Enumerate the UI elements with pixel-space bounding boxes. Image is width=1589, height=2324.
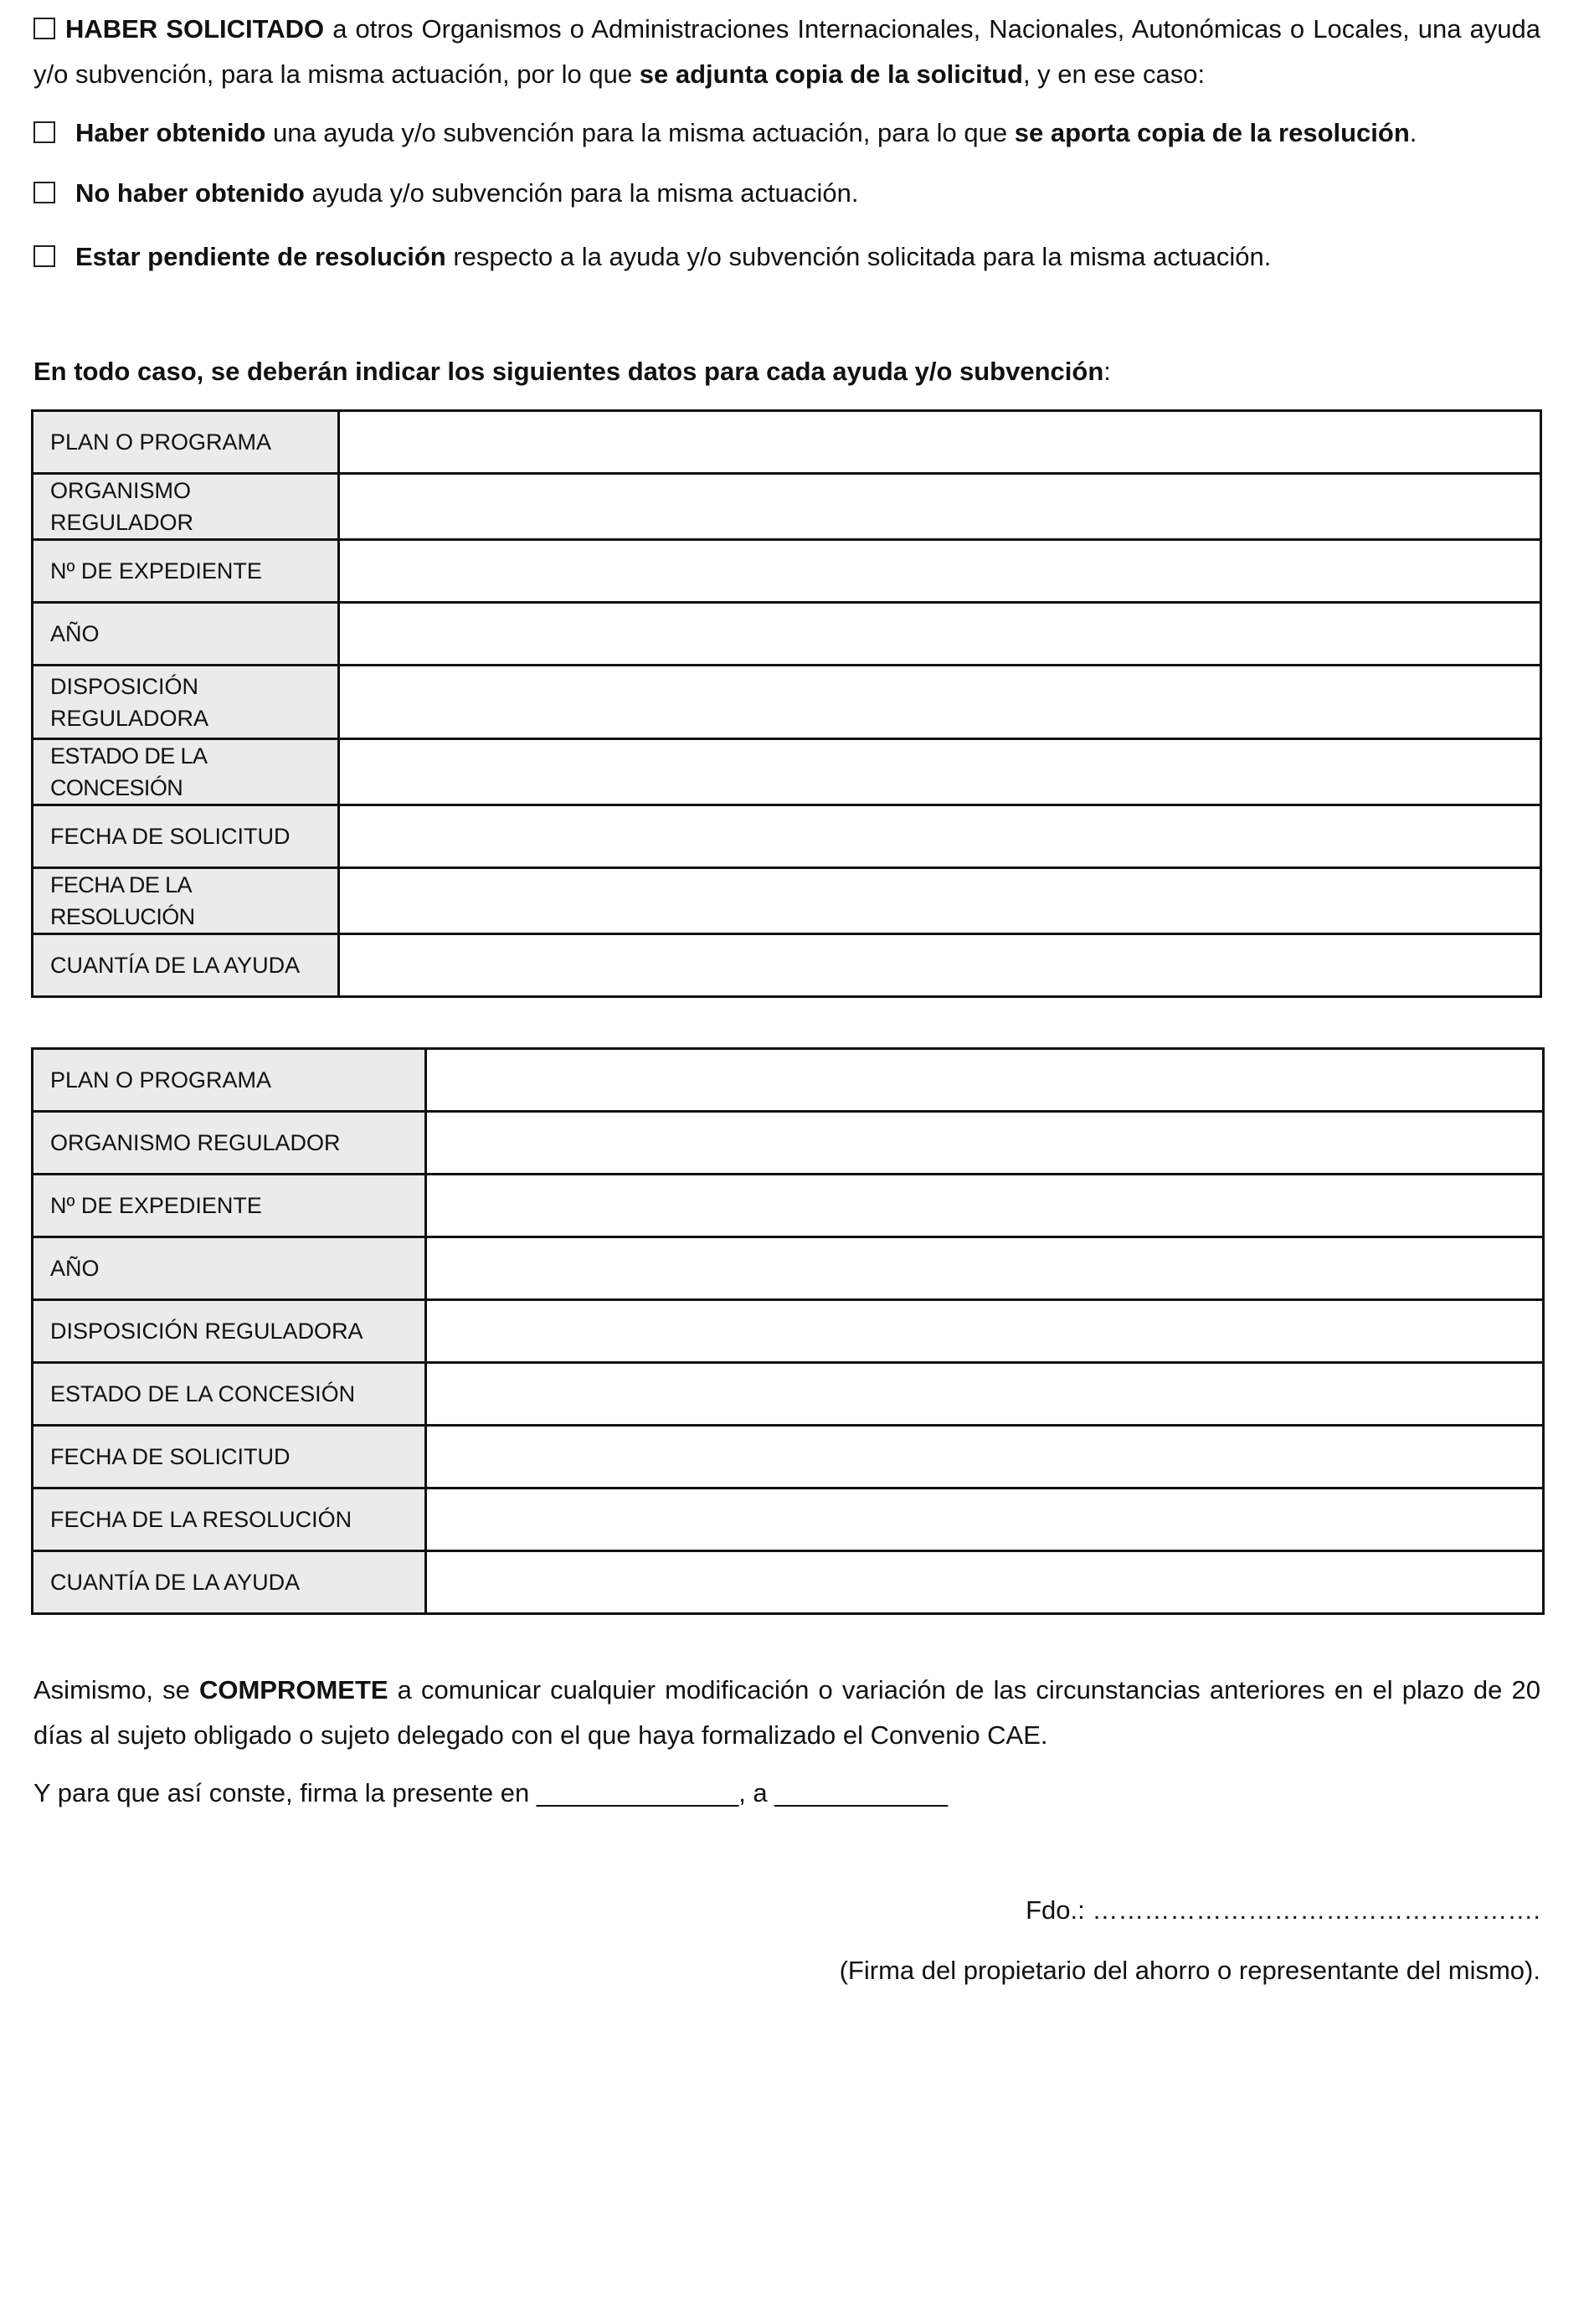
table-row [33,1551,1544,1614]
commitment-text: Asimismo, se [33,1675,199,1704]
option-text: una ayuda y/o subvención para la misma actuación, para lo que [265,118,1015,147]
expediente-input[interactable] [426,1175,1544,1237]
table-row [33,1237,1544,1300]
table-row [33,1112,1544,1175]
aid-details-table-2 [31,1047,1545,1615]
checkbox-pendiente-resolucion[interactable] [33,245,55,267]
signature-line: Fdo.: ……………………………………………. [1026,1895,1540,1925]
option-label-bold: Estar pendiente de resolución [75,242,446,271]
table-row [33,411,1541,474]
checkbox-no-haber-obtenido[interactable] [33,182,55,203]
field-label: DISPOSICIÓN REGULADORA [33,1300,426,1363]
table-row [33,603,1541,666]
option-label-bold: No haber obtenido [75,178,305,208]
estado-concesion-input[interactable] [339,739,1541,805]
option-text: respecto a la ayuda y/o subvención solicitada para la misma actuación. [445,242,1272,271]
field-label: Nº DE EXPEDIENTE [33,540,339,603]
table-row [33,1300,1544,1363]
intro-text-end: , y en ese caso: [1022,59,1206,89]
disposicion-reguladora-input[interactable] [339,666,1541,739]
field-label: ESTADO DE LA CONCESIÓN [33,1363,426,1426]
fecha-resolucion-input[interactable] [339,868,1541,934]
intro-paragraph [33,7,1540,97]
table-row [33,1488,1544,1551]
table-row [33,934,1541,997]
table-row [33,868,1541,934]
fecha-solicitud-input[interactable] [426,1426,1544,1488]
table-row [33,1175,1544,1237]
fecha-solicitud-input[interactable] [339,805,1541,868]
disposicion-reguladora-input[interactable] [426,1300,1544,1363]
table-row [33,1363,1544,1426]
table-row [33,805,1541,868]
intro-text: a otros Organismos o Administraciones Internacionales, Nacionales, Autonómicas o Locales, una ayuda y/o subvención, para la misma actuación, por lo que [33,14,1540,89]
commitment-bold: COMPROMETE [198,1675,388,1704]
haber-solicitado-label: HABER SOLICITADO [65,14,325,44]
field-label: AÑO [33,1237,426,1300]
anio-input[interactable] [426,1237,1544,1300]
instructions-bold: En todo caso, se deberán indicar los siguientes datos para cada ayuda y/o subvención [33,357,1104,386]
cuantia-ayuda-input[interactable] [426,1551,1544,1614]
table-row [33,540,1541,603]
table-row [33,1049,1544,1112]
field-label: AÑO [33,603,339,666]
commitment-text-end: a comunicar cualquier modificación o variación de las circunstancias anteriores en el plazo de 20 días al sujeto obligado o sujeto delegado con el que haya formalizado el Convenio CAE. [33,1675,1541,1750]
intro-bold-copy: se adjunta copia de la solicitud [639,59,1023,89]
cuantia-ayuda-input[interactable] [339,934,1541,997]
field-label: Nº DE EXPEDIENTE [33,1175,426,1237]
organismo-regulador-input[interactable] [339,474,1541,540]
field-label: FECHA DE LA RESOLUCIÓN [33,1488,426,1551]
organismo-regulador-input[interactable] [426,1112,1544,1175]
commitment-paragraph [33,1668,1540,1758]
aid-details-table-1 [31,409,1542,998]
table-row [33,474,1541,540]
field-label: ORGANISMO REGULADOR [33,474,339,540]
expediente-input[interactable] [339,540,1541,603]
field-label: CUANTÍA DE LA AYUDA [33,934,339,997]
table-row [33,739,1541,805]
field-label: PLAN O PROGRAMA [33,1049,426,1112]
checkbox-haber-obtenido[interactable] [33,121,55,143]
table-row [33,666,1541,739]
closing-line: Y para que así conste, firma la presente en ______________, a ____________ [33,1778,949,1807]
field-label: FECHA DE LA RESOLUCIÓN [33,868,339,934]
plan-programa-input[interactable] [339,411,1541,474]
field-label: ESTADO DE LA CONCESIÓN [33,739,339,805]
fecha-resolucion-input[interactable] [426,1488,1544,1551]
anio-input[interactable] [339,603,1541,666]
option-text-bold: se aporta copia de la resolución [1014,118,1410,147]
option-text: ayuda y/o subvención para la misma actuación. [304,178,859,208]
option-pendiente-resolucion [33,240,1540,274]
option-no-haber-obtenido [33,177,1540,210]
field-label: ORGANISMO REGULADOR [33,1112,426,1175]
field-label: CUANTÍA DE LA AYUDA [33,1551,426,1614]
option-label-bold: Haber obtenido [75,118,266,147]
field-label: FECHA DE SOLICITUD [33,1426,426,1488]
field-label: DISPOSICIÓN REGULADORA [33,666,339,739]
estado-concesion-input[interactable] [426,1363,1544,1426]
checkbox-haber-solicitado[interactable] [33,18,55,39]
option-text-end: . [1409,118,1417,147]
plan-programa-input[interactable] [426,1049,1544,1112]
signature-note: (Firma del propietario del ahorro o representante del mismo). [839,1956,1540,1985]
instructions-colon: : [1103,357,1111,386]
table-row [33,1426,1544,1488]
field-label: PLAN O PROGRAMA [33,411,339,474]
option-haber-obtenido [33,116,1540,150]
field-label: FECHA DE SOLICITUD [33,805,339,868]
instructions-heading [33,355,1540,388]
